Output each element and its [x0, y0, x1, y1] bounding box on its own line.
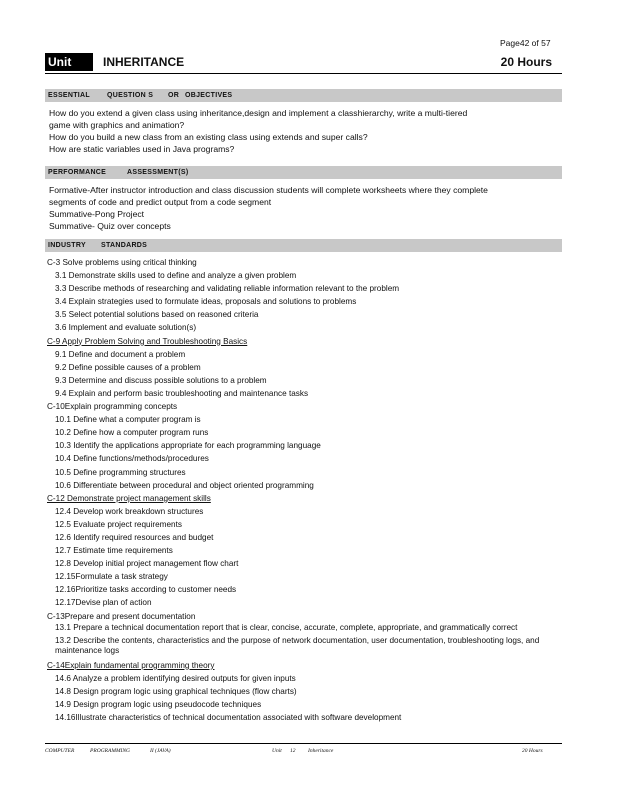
- header-word: INDUSTRY: [48, 242, 86, 249]
- footer-unit-title: Inheritance: [308, 748, 334, 754]
- standard-item: 3.3 Describe methods of researching and validating reliable information relevant to the problem: [55, 284, 400, 294]
- standard-item: 9.3 Determine and discuss possible solutions to a problem: [55, 375, 267, 385]
- standard-item: 10.6 Differentiate between procedural and object oriented programming: [55, 480, 314, 490]
- text-line: game with graphics and animation?: [49, 120, 185, 130]
- footer-hours: 20 Hours: [522, 748, 543, 754]
- standard-item: 12.7 Estimate time requirements: [55, 546, 173, 556]
- standard-category: C-9 Apply Problem Solving and Troubleshooting Basics: [47, 336, 248, 346]
- unit-badge: [45, 53, 93, 87]
- header-word: ASSESSMENT(S): [127, 169, 189, 176]
- standard-item: 9.1 Define and document a problem: [55, 349, 186, 359]
- standard-item: 13.1 Prepare a technical documentation report that is clear, concise, accurate, complete, appropriate, and grammatically correct: [55, 622, 518, 632]
- footer-divider: [45, 743, 562, 744]
- text-line: How are static variables used in Java programs?: [49, 144, 235, 154]
- standard-item: 14.16Illustrate characteristics of technical documentation associated with software development: [55, 713, 402, 722]
- performance-assessment-header: [45, 166, 562, 179]
- essential-questions-text: [49, 107, 559, 155]
- footer-course: II (JAVA): [150, 748, 171, 754]
- standard-category: C-14Explain fundamental programming theory: [47, 660, 215, 670]
- page-number: Page42 of 57: [500, 38, 551, 48]
- header-word: STANDARDS: [101, 242, 148, 249]
- unit-header: [45, 53, 562, 87]
- header-word: OR: [168, 92, 180, 99]
- essential-questions-header: [45, 89, 562, 102]
- footer-unit-number: 12: [290, 748, 296, 754]
- text-line: segments of code and predict output from a code segment: [49, 197, 272, 207]
- standard-category: C-3 Solve problems using critical thinking: [47, 258, 197, 267]
- standard-item: 10.2 Define how a computer program runs: [55, 428, 209, 438]
- standard-category: C-13Prepare and present documentation: [47, 611, 196, 621]
- standard-item: 14.9 Design program logic using pseudocode techniques: [55, 699, 262, 709]
- footer-course: PROGRAMMING: [90, 748, 131, 754]
- header-word: ESSENTIAL: [48, 92, 90, 99]
- text-line: Formative-After instructor introduction and class discussion students will complete worksheets where they complete: [49, 185, 488, 195]
- footer-unit: Unit: [272, 748, 282, 754]
- standard-item: 10.1 Define what a computer program is: [55, 415, 201, 425]
- standard-item: 12.5 Evaluate project requirements: [55, 519, 182, 529]
- standard-item: 12.6 Identify required resources and budget: [55, 532, 214, 542]
- text-line: Summative-Pong Project: [49, 209, 145, 219]
- standard-item: 14.6 Analyze a problem identifying desired outputs for given inputs: [55, 673, 296, 683]
- standard-item: 12.15Formulate a task strategy: [55, 572, 168, 582]
- unit-hours: 20 Hours: [500, 55, 552, 69]
- standard-item: 10.4 Define functions/methods/procedures: [55, 454, 209, 464]
- header-word: PERFORMANCE: [48, 169, 107, 176]
- header-word: OBJECTIVES: [185, 92, 233, 99]
- text-line: How do you build a new class from an existing class using extends and super calls?: [49, 132, 368, 142]
- standard-item: 14.8 Design program logic using graphical techniques (flow charts): [55, 686, 297, 696]
- standard-category: C-10Explain programming concepts: [47, 402, 178, 412]
- standard-item: 10.5 Define programming structures: [55, 467, 186, 477]
- standard-item: 12.4 Develop work breakdown structures: [55, 506, 204, 516]
- unit-label: Unit: [48, 55, 72, 69]
- text-line: Summative- Quiz over concepts: [49, 221, 171, 231]
- industry-standards-list: [47, 256, 557, 724]
- unit-title: INHERITANCE: [103, 55, 185, 69]
- standard-item: 3.6 Implement and evaluate solution(s): [55, 323, 197, 333]
- header-word: QUESTION S: [107, 92, 154, 99]
- standard-item: 12.17Devise plan of action: [55, 598, 152, 608]
- performance-assessment-text: [49, 184, 559, 232]
- footer-course: COMPUTER: [45, 748, 75, 754]
- standard-category: C-12 Demonstrate project management skills: [47, 493, 211, 503]
- standard-item: 13.2 Describe the contents, characteristics and the purpose of network documentation, user documentation, troubleshooting logs, and maintenance logs: [55, 635, 540, 655]
- standard-item: 9.4 Explain and perform basic troubleshooting and maintenance tasks: [55, 388, 309, 398]
- standard-item: 12.8 Develop initial project management flow chart: [55, 559, 239, 569]
- industry-standards-header: [45, 239, 562, 252]
- standard-item: 3.1 Demonstrate skills used to define and analyze a given problem: [55, 271, 297, 281]
- standard-item: 12.16Prioritize tasks according to customer needs: [55, 585, 237, 595]
- text-line: How do you extend a given class using inheritance,design and implement a classhierarchy, write a multi-tiered: [49, 108, 468, 118]
- standard-item: 9.2 Define possible causes of a problem: [55, 362, 201, 372]
- unit-number: 12: [56, 73, 70, 87]
- standard-item: 3.4 Explain strategies used to formulate ideas, proposals and solutions to problems: [55, 297, 357, 307]
- standard-item: 3.5 Select potential solutions based on reasoned criteria: [55, 310, 259, 320]
- standard-item: 10.3 Identify the applications appropriate for each programming language: [55, 441, 321, 451]
